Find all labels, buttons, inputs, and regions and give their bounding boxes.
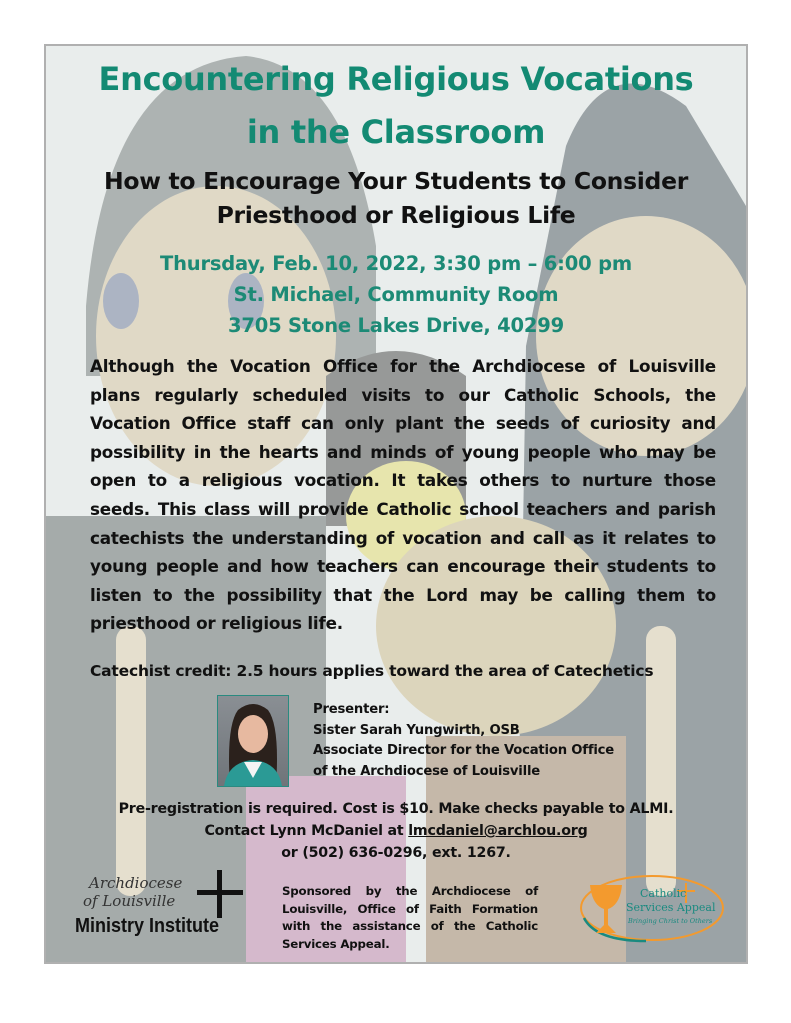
event-location: St. Michael, Community Room — [233, 283, 559, 306]
almi-logo-line-3: Ministry Institute — [75, 915, 220, 937]
cross-icon — [197, 870, 247, 920]
catechist-credit: Catechist credit: 2.5 hours applies toward the area of Catechetics — [90, 662, 654, 680]
almi-logo-line-1: Archdiocese — [89, 874, 183, 892]
almi-logo-line-2: of Louisville — [83, 892, 176, 910]
title-line-2: in the Classroom — [246, 113, 546, 151]
sponsor-text: Sponsored by the Archdiocese of Louisville, Office of Faith Formation with the assistance of the Catholic Services Appeal. — [282, 884, 538, 951]
csa-logo-line-2: Services Appeal — [626, 901, 716, 914]
presenter-label: Presenter: — [313, 702, 390, 717]
registration-contact — [44, 823, 748, 839]
presenter-title-2: of the Archdiocese of Louisville — [313, 763, 541, 779]
presenter-info — [313, 700, 614, 782]
registration-info: Pre-registration is required. Cost is $10. Make checks payable to ALMI. — [118, 801, 674, 817]
event-datetime: Thursday, Feb. 10, 2022, 3:30 pm – 6:00 pm — [160, 252, 632, 275]
event-address: 3705 Stone Lakes Drive, 40299 — [227, 314, 565, 337]
subtitle-line-2: Priesthood or Religious Life — [216, 201, 576, 229]
description: Although the Vocation Office for the Archdiocese of Louisville plans regularly scheduled visits to our Catholic Schools, the Vocation Office staff can only plant the seeds of curiosity and possibility in the hearts and minds of young people who may be open to a religious vocation. It takes others to nurture those seeds. This class will provide Catholic school teachers and parish catechists the understanding of vocation and call as it relates to young people and how teachers can encourage their students to listen to the possibility that the Lord may be calling them to priesthood or religious life. — [90, 356, 716, 634]
csa-logo — [576, 873, 726, 943]
contact-prefix: Contact Lynn McDaniel at — [204, 823, 409, 839]
csa-logo-line-1: Catholic — [640, 887, 687, 900]
email-link[interactable]: lmcdaniel@archlou.org — [408, 823, 588, 839]
presenter-photo — [217, 695, 289, 787]
subtitle-line-1: How to Encourage Your Students to Consider — [104, 167, 688, 195]
presenter-title-1: Associate Director for the Vocation Office — [313, 743, 615, 758]
csa-logo-tagline: Bringing Christ to Others — [628, 917, 713, 925]
almi-logo — [75, 870, 260, 945]
registration-phone: or (502) 636-0296, ext. 1267. — [281, 845, 511, 861]
presenter-name: Sister Sarah Yungwirth, OSB — [313, 722, 520, 738]
title-line-1: Encountering Religious Vocations — [98, 60, 694, 98]
